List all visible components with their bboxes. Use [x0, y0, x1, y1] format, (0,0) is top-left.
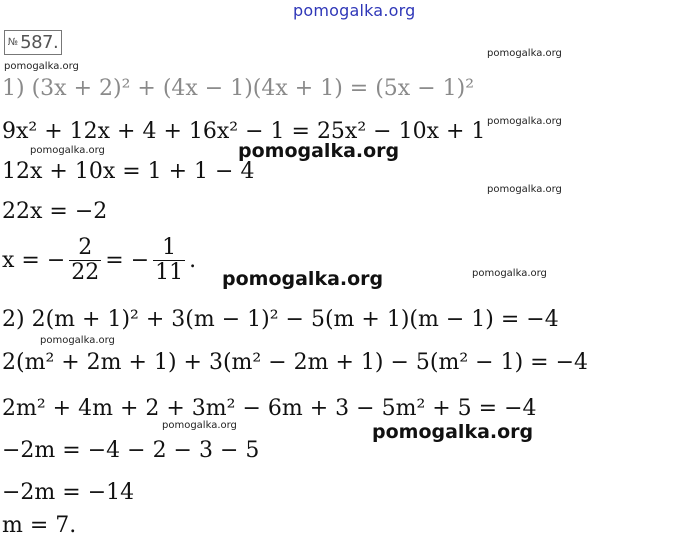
fraction-denominator: 22	[71, 260, 100, 285]
part1-equation	[2, 78, 474, 100]
watermark-big: pomogalka.org	[372, 421, 534, 443]
exercise-number: 587.	[20, 32, 59, 53]
solution-period: .	[189, 247, 197, 273]
watermark-big: pomogalka.org	[238, 140, 400, 162]
fraction-denominator: 11	[155, 260, 184, 285]
solution-prefix: x = −	[2, 247, 66, 273]
watermark-small: pomogalka.org	[487, 184, 562, 195]
watermark-small: pomogalka.org	[162, 420, 237, 431]
fraction-numerator: 1	[162, 235, 177, 260]
part2-step-simplify: −2m = −14	[2, 480, 135, 505]
watermark-small: pomogalka.org	[487, 116, 562, 127]
watermark-small: pomogalka.org	[30, 145, 105, 156]
fraction-1-11	[153, 237, 185, 284]
part1-step-collect: 12x + 10x = 1 + 1 − 4	[2, 159, 255, 184]
part1-label: 1)	[2, 76, 25, 101]
watermark-top: pomogalka.org	[293, 1, 416, 20]
part2-label: 2)	[2, 307, 25, 332]
watermark-small: pomogalka.org	[472, 268, 547, 279]
watermark-small: pomogalka.org	[487, 48, 562, 59]
fraction-numerator: 2	[78, 235, 93, 260]
part2-solution: m = 7.	[2, 513, 77, 538]
part1-step-simplify: 22x = −2	[2, 199, 108, 224]
solution-equals: = −	[105, 247, 150, 273]
watermark-small: pomogalka.org	[40, 335, 115, 346]
watermark-small: pomogalka.org	[4, 61, 79, 72]
fraction-2-22	[69, 237, 101, 284]
part1-solution	[2, 237, 196, 284]
exercise-number-badge	[4, 30, 62, 55]
part1-equation-text: (3x + 2)² + (4x − 1)(4x + 1) = (5x − 1)²	[31, 76, 475, 101]
part2-equation-text: 2(m + 1)² + 3(m − 1)² − 5(m + 1)(m − 1) = −4	[31, 307, 559, 332]
part2-step-expand: 2(m² + 2m + 1) + 3(m² − 2m + 1) − 5(m² − 1) = −4	[2, 350, 589, 375]
part2-step-open-brackets: 2m² + 4m + 2 + 3m² − 6m + 3 − 5m² + 5 = −4	[2, 396, 537, 421]
part1-step-expand: 9x² + 12x + 4 + 16x² − 1 = 25x² − 10x + 1	[2, 119, 486, 144]
number-sign: №	[7, 37, 19, 48]
part2-step-collect: −2m = −4 − 2 − 3 − 5	[2, 438, 260, 463]
part2-equation	[2, 309, 559, 331]
watermark-big: pomogalka.org	[222, 268, 384, 290]
